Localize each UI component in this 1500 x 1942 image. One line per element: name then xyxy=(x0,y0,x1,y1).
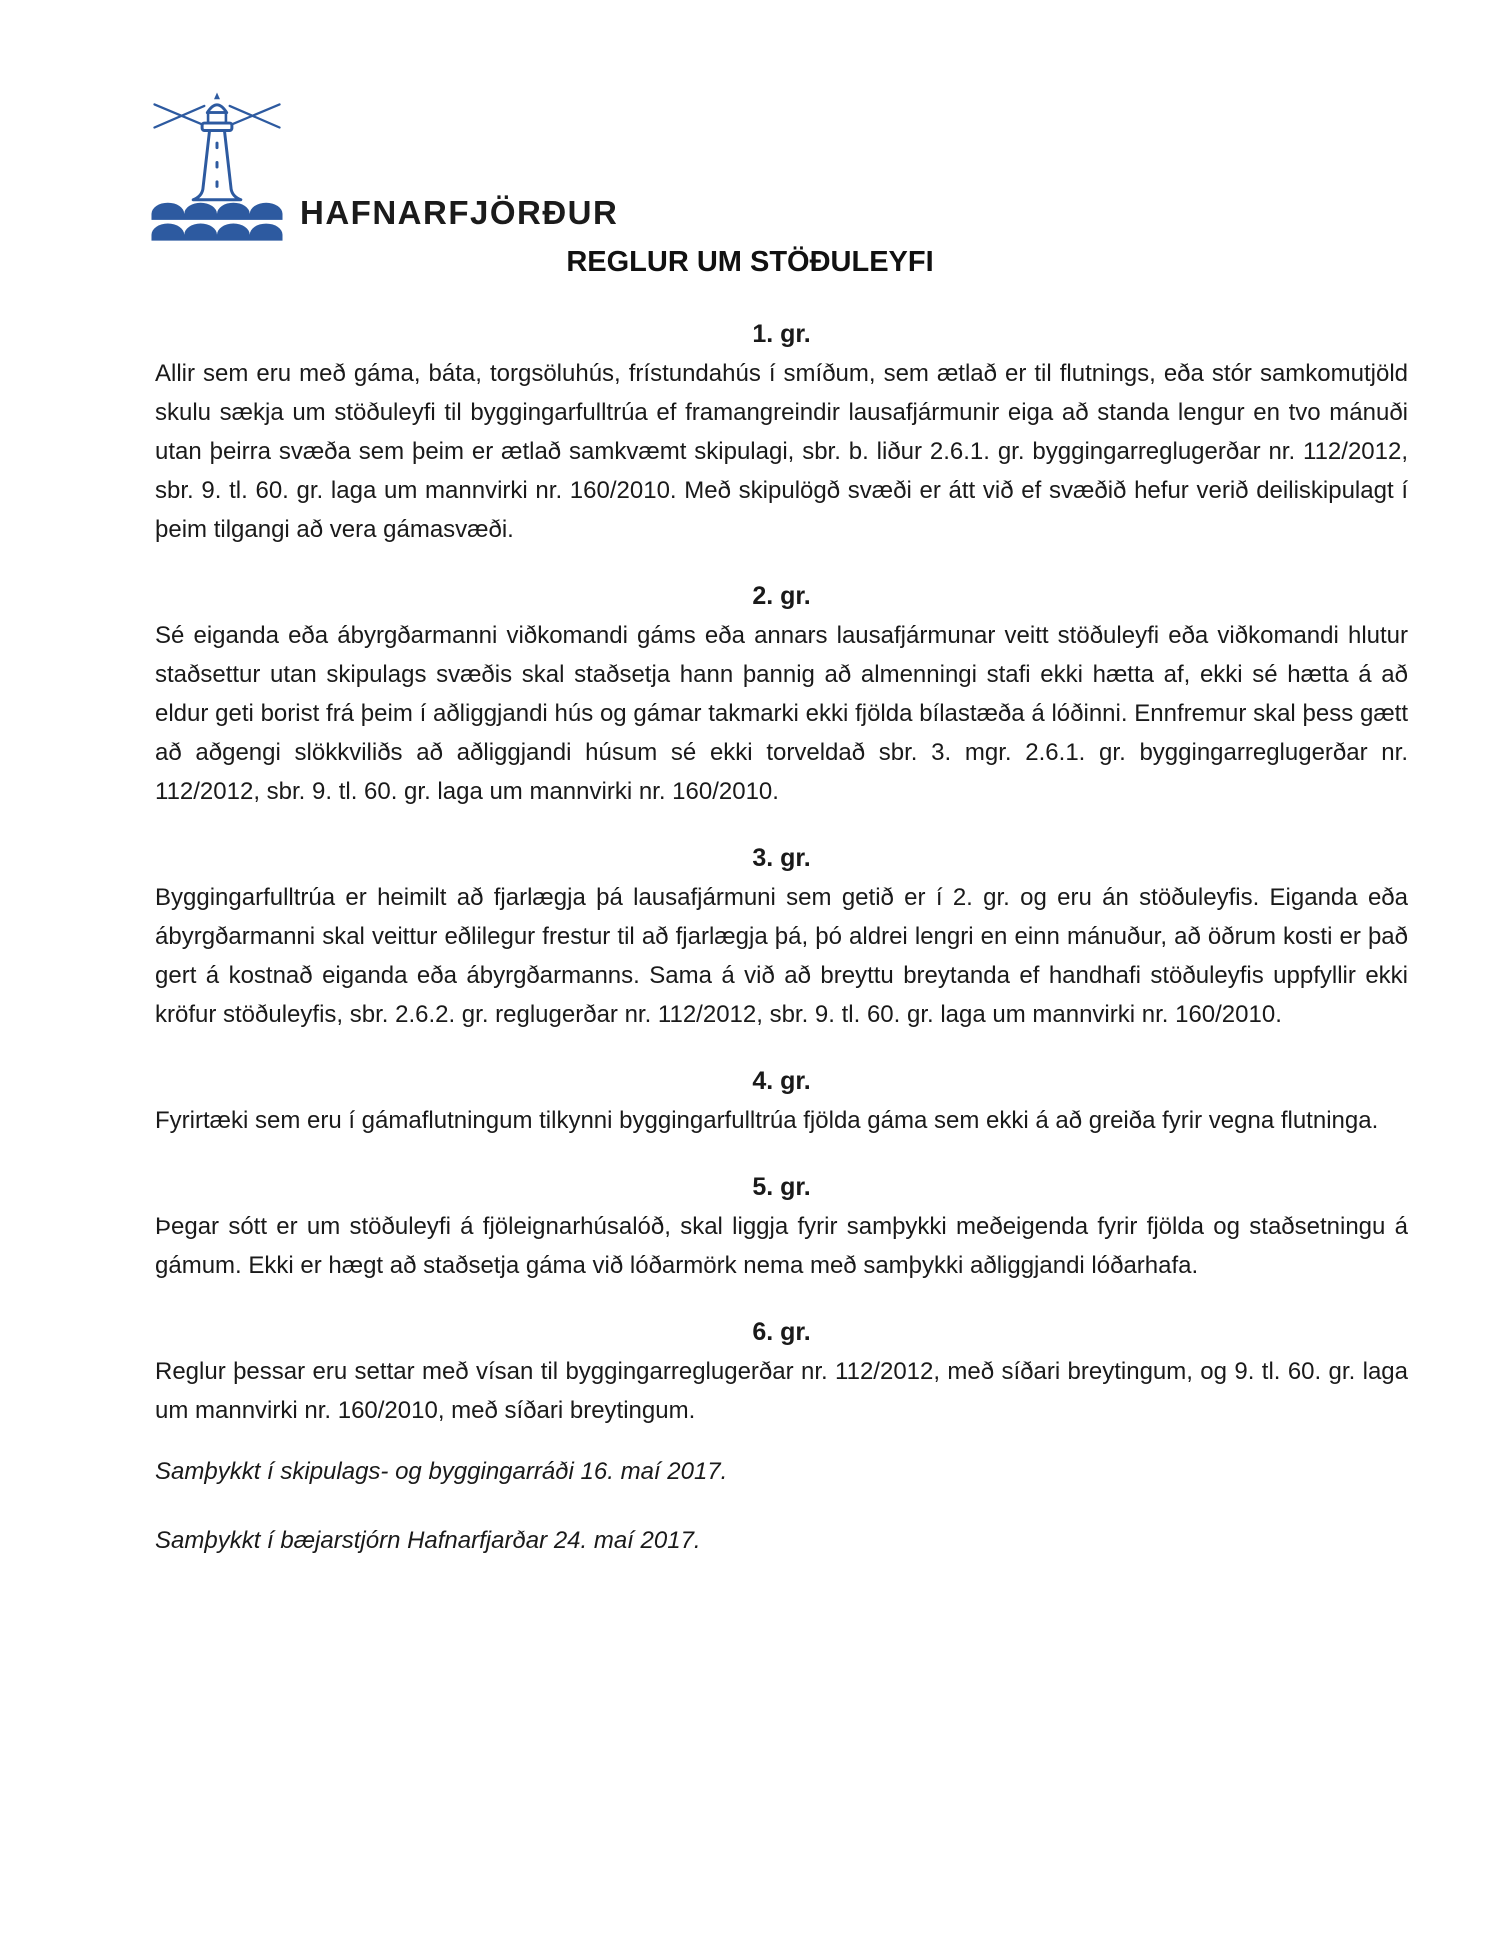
document-body xyxy=(155,315,1408,1560)
section-6 xyxy=(155,1313,1408,1430)
section-2-heading: 2. gr. xyxy=(752,582,811,610)
section-3-text: Byggingarfulltrúa er heimilt að fjarlægja þá lausafjármuni sem getið er í 2. gr. og eru án stöðuleyfis. Eiganda eða ábyrgðarmanni skal veittur eðlilegur frestur til að fjarlægja þá, þó aldrei lengri en einn mánuður, að öðrum kosti er það gert á kostnað eiganda eða ábyrgðarmanns. Sama á við að breyttu breytanda ef handhafi stöðuleyfis uppfyllir ekki kröfur stöðuleyfis, sbr. 2.6.2. gr. reglugerðar nr. 112/2012, sbr. 9. tl. 60. gr. laga um mannvirki nr. 160/2010. xyxy=(155,884,1408,1028)
section-6-text: Reglur þessar eru settar með vísan til byggingarreglugerðar nr. 112/2012, með síðari breytingum, og 9. tl. 60. gr. laga um mannvirki nr. 160/2010, með síðari breytingum. xyxy=(155,1358,1408,1424)
section-6-heading: 6. gr. xyxy=(752,1318,811,1346)
section-5-heading: 5. gr. xyxy=(752,1173,811,1201)
approval-committee: Samþykkt í skipulags- og byggingarráði 16. maí 2017. xyxy=(155,1458,728,1485)
document-title: REGLUR UM STÖÐULEYFI xyxy=(566,246,934,278)
approval-council: Samþykkt í bæjarstjórn Hafnarfjarðar 24. maí 2017. xyxy=(155,1527,701,1554)
section-5 xyxy=(155,1168,1408,1285)
section-1-heading: 1. gr. xyxy=(752,320,811,348)
section-3-heading: 3. gr. xyxy=(752,844,811,872)
org-name: HAFNARFJÖRÐUR xyxy=(300,194,619,231)
lighthouse-waves-icon xyxy=(150,82,284,246)
section-4-heading: 4. gr. xyxy=(752,1067,811,1095)
section-2 xyxy=(155,577,1408,811)
logo xyxy=(150,82,618,246)
section-4-text: Fyrirtæki sem eru í gámaflutningum tilkynni byggingarfulltrúa fjölda gáma sem ekki á að greiða fyrir vegna flutninga. xyxy=(155,1107,1379,1134)
section-1 xyxy=(155,315,1408,549)
section-5-text: Þegar sótt er um stöðuleyfi á fjöleignarhúsalóð, skal liggja fyrir samþykki meðeigenda fyrir fjölda og staðsetningu á gámum. Ekki er hægt að staðsetja gáma við lóðarmörk nema með samþykki aðliggjandi lóðarhafa. xyxy=(155,1213,1408,1279)
section-1-text: Allir sem eru með gáma, báta, torgsöluhús, frístundahús í smíðum, sem ætlað er til flutnings, eða stór samkomutjöld skulu sækja um stöðuleyfi til byggingarfulltrúa ef framangreindir lausafjármunir eiga að standa lengur en tvo mánuði utan þeirra svæða sem þeim er ætlað samkvæmt skipulagi, sbr. b. liður 2.6.1. gr. byggingarreglugerðar nr. 112/2012, sbr. 9. tl. 60. gr. laga um mannvirki nr. 160/2010. Með skipulögð svæði er átt við ef svæðið hefur verið deiliskipulagt í þeim tilgangi að vera gámasvæði. xyxy=(155,360,1408,543)
section-4 xyxy=(155,1062,1408,1140)
section-2-text: Sé eiganda eða ábyrgðarmanni viðkomandi gáms eða annars lausafjármunar veitt stöðuleyfi eða viðkomandi hlutur staðsettur utan skipulags svæðis skal staðsetja hann þannig að almenningi stafi ekki hætta af, ekki sé hætta á að eldur geti borist frá þeim í aðliggjandi hús og gámar takmarki ekki fjölda bílastæða á lóðinni. Ennfremur skal þess gætt að aðgengi slökkviliðs að aðliggjandi húsum sé ekki torveldað sbr. 3. mgr. 2.6.1. gr. byggingarreglugerðar nr. 112/2012, sbr. 9. tl. 60. gr. laga um mannvirki nr. 160/2010. xyxy=(155,622,1408,805)
section-3 xyxy=(155,839,1408,1034)
